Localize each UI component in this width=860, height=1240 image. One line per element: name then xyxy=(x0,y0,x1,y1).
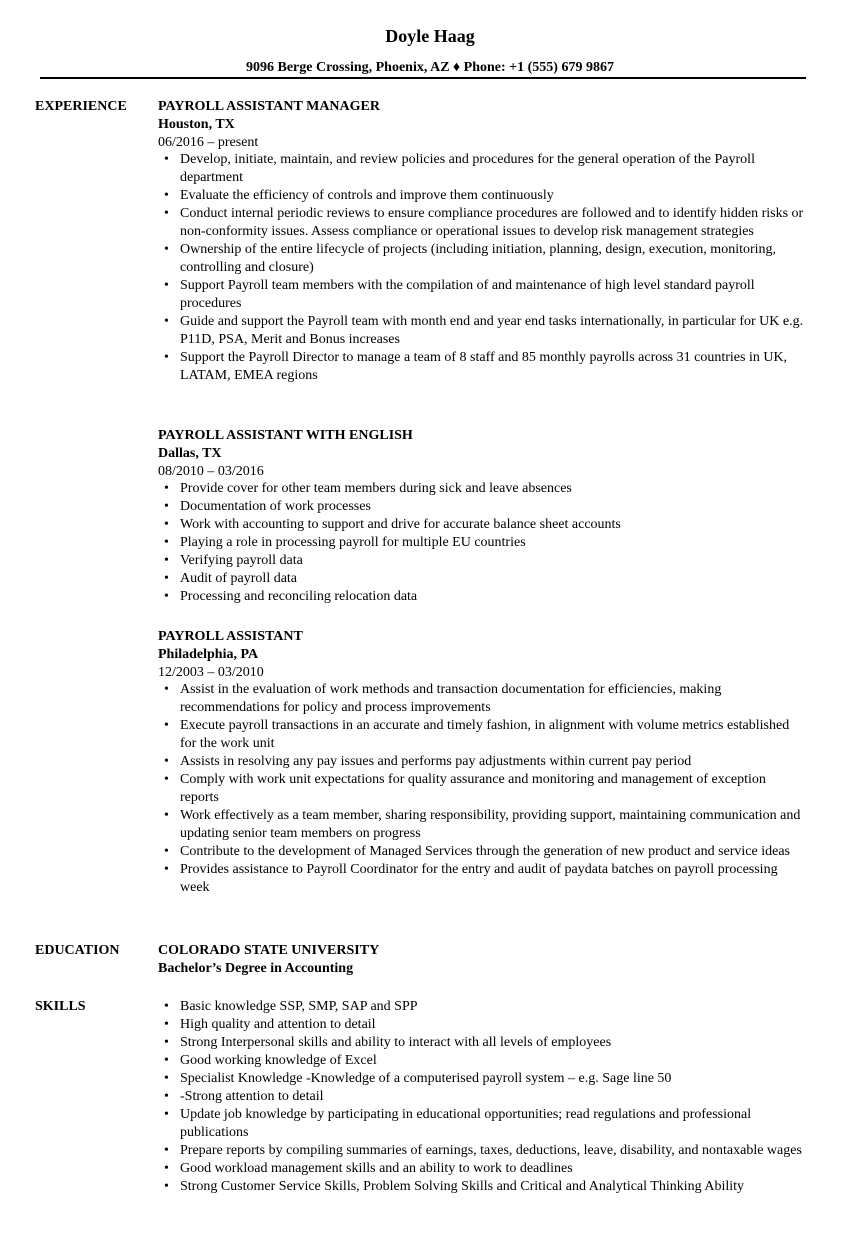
job-title: PAYROLL ASSISTANT MANAGER xyxy=(158,99,380,114)
list-item: • Specialist Knowledge -Knowledge of a computerised payroll system – e.g. Sage line 50 xyxy=(164,1071,672,1086)
list-item: • Audit of payroll data xyxy=(164,571,298,586)
list-item: • Develop, initiate, maintain, and review policies and procedures for the general operation of the Payroll department xyxy=(164,152,755,185)
list-item: • Prepare reports by compiling summaries of earnings, taxes, deductions, leave, disability, and nontaxable wages xyxy=(164,1143,802,1158)
job-title: PAYROLL ASSISTANT xyxy=(158,629,303,644)
bullet-icon: • xyxy=(164,481,169,496)
list-item: • Contribute to the development of Managed Services through the generation of new product and service ideas xyxy=(164,844,790,859)
list-item: • Assist in the evaluation of work methods and transaction documentation for efficiencies, making recommendations for policy and process improvements xyxy=(164,682,722,715)
bullet-icon: • xyxy=(164,1017,169,1032)
list-item: • Guide and support the Payroll team with month end and year end tasks internationally, in particular for UK e.g. P11D, PSA, Merit and Bonus increases xyxy=(164,314,804,347)
list-item: • Conduct internal periodic reviews to ensure compliance procedures are followed and to identify hidden risks or non-conformity issues. Assess compliance or operational issues to develop risk management strategies xyxy=(164,206,804,239)
list-item: • Strong Interpersonal skills and ability to interact with all levels of employees xyxy=(164,1035,612,1050)
bullet-icon: • xyxy=(164,718,169,733)
list-item: • Provide cover for other team members during sick and leave absences xyxy=(164,481,572,496)
list-item: • Provides assistance to Payroll Coordinator for the entry and audit of paydata batches on payroll processing week xyxy=(164,862,778,895)
list-item: • -Strong attention to detail xyxy=(164,1089,324,1104)
job-bullets xyxy=(158,151,808,385)
skills-list xyxy=(158,998,808,1196)
list-item: • Execute payroll transactions in an accurate and timely fashion, in alignment with volume metrics established for the work unit xyxy=(164,718,790,751)
job-title: PAYROLL ASSISTANT WITH ENGLISH xyxy=(158,428,413,443)
degree: Bachelor’s Degree in Accounting xyxy=(158,961,354,976)
list-item: • Good working knowledge of Excel xyxy=(164,1053,377,1068)
list-item: • Basic knowledge SSP, SMP, SAP and SPP xyxy=(164,999,418,1014)
bullet-icon: • xyxy=(164,278,169,293)
bullet-icon: • xyxy=(164,152,169,167)
bullet-icon: • xyxy=(164,772,169,787)
bullet-icon: • xyxy=(164,1143,169,1158)
list-item: • Comply with work unit expectations for quality assurance and monitoring and management of exception reports xyxy=(164,772,766,805)
skills-heading: SKILLS xyxy=(35,999,86,1014)
bullet-icon: • xyxy=(164,844,169,859)
bullet-icon: • xyxy=(164,1179,169,1194)
bullet-icon: • xyxy=(164,499,169,514)
school-name: COLORADO STATE UNIVERSITY xyxy=(158,943,380,958)
job-location: Philadelphia, PA xyxy=(158,647,259,662)
list-item: • High quality and attention to detail xyxy=(164,1017,376,1032)
bullet-icon: • xyxy=(164,1071,169,1086)
list-item: • Assists in resolving any pay issues and performs pay adjustments within current pay period xyxy=(164,754,692,769)
list-item: • Documentation of work processes xyxy=(164,499,371,514)
bullet-icon: • xyxy=(164,535,169,550)
bullet-icon: • xyxy=(164,206,169,221)
job-entry xyxy=(158,427,808,606)
list-item: • Work with accounting to support and drive for accurate balance sheet accounts xyxy=(164,517,621,532)
bullet-icon: • xyxy=(164,1089,169,1104)
bullet-icon: • xyxy=(164,571,169,586)
job-bullets xyxy=(158,480,808,606)
list-item: • Ownership of the entire lifecycle of projects (including initiation, planning, design, execution, monitoring, controlling and closure) xyxy=(164,242,777,275)
list-item: • Good workload management skills and an ability to work to deadlines xyxy=(164,1161,573,1176)
job-location: Dallas, TX xyxy=(158,446,222,461)
list-item: • Update job knowledge by participating in educational opportunities; read regulations and professional publications xyxy=(164,1107,752,1140)
header-divider xyxy=(40,77,806,79)
candidate-name: Doyle Haag xyxy=(385,26,475,46)
bullet-icon: • xyxy=(164,754,169,769)
bullet-icon: • xyxy=(164,553,169,568)
list-item: • Support the Payroll Director to manage a team of 8 staff and 85 monthly payrolls across 31 countries in UK, LATAM, EMEA regions xyxy=(164,350,788,383)
bullet-icon: • xyxy=(164,517,169,532)
job-entry xyxy=(158,98,808,385)
bullet-icon: • xyxy=(164,682,169,697)
bullet-icon: • xyxy=(164,242,169,257)
bullet-icon: • xyxy=(164,1053,169,1068)
list-item: • Strong Customer Service Skills, Problem Solving Skills and Critical and Analytical Thinking Ability xyxy=(164,1179,744,1194)
bullet-icon: • xyxy=(164,350,169,365)
bullet-icon: • xyxy=(164,589,169,604)
list-item: • Evaluate the efficiency of controls and improve them continuously xyxy=(164,188,554,203)
skills-bullets xyxy=(158,998,808,1196)
bullet-icon: • xyxy=(164,808,169,823)
list-item: • Playing a role in processing payroll for multiple EU countries xyxy=(164,535,526,550)
list-item: • Verifying payroll data xyxy=(164,553,303,568)
job-bullets xyxy=(158,681,808,897)
education-entry xyxy=(158,942,808,978)
bullet-icon: • xyxy=(164,314,169,329)
list-item: • Support Payroll team members with the compilation of and maintenance of high level standard payroll procedures xyxy=(164,278,755,311)
job-location: Houston, TX xyxy=(158,117,235,132)
bullet-icon: • xyxy=(164,862,169,877)
education-heading: EDUCATION xyxy=(35,943,120,958)
job-dates: 12/2003 – 03/2010 xyxy=(158,665,264,680)
job-dates: 08/2010 – 03/2016 xyxy=(158,464,264,479)
bullet-icon: • xyxy=(164,1107,169,1122)
bullet-icon: • xyxy=(164,999,169,1014)
list-item: • Processing and reconciling relocation data xyxy=(164,589,418,604)
job-dates: 06/2016 – present xyxy=(158,135,259,150)
list-item: • Work effectively as a team member, sharing responsibility, providing support, maintaining communication and updating senior team members on progress xyxy=(164,808,801,841)
bullet-icon: • xyxy=(164,1035,169,1050)
contact-line: 9096 Berge Crossing, Phoenix, AZ ♦ Phone: +1 (555) 679 9867 xyxy=(246,60,614,75)
experience-heading: EXPERIENCE xyxy=(35,99,127,114)
job-entry xyxy=(158,628,808,897)
bullet-icon: • xyxy=(164,188,169,203)
bullet-icon: • xyxy=(164,1161,169,1176)
